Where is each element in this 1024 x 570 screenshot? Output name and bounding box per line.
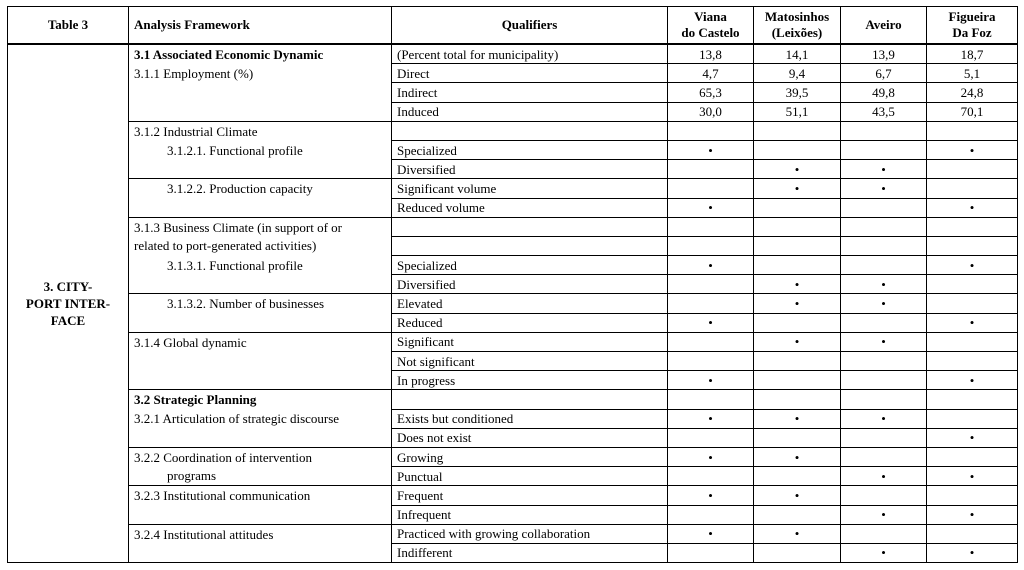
value-cell-aveiro: • [841, 467, 927, 486]
value-cell-figueira: • [927, 371, 1018, 390]
framework-cell: 3.1 Associated Economic Dynamic [129, 44, 392, 64]
table-row [8, 524, 1018, 543]
value-cell-viana [668, 352, 754, 371]
table-row [8, 313, 1018, 332]
value-cell-aveiro [841, 486, 927, 505]
value-cell-matosinhos: • [754, 275, 841, 294]
value-cell-figueira [927, 332, 1018, 351]
value-cell-viana: 65,3 [668, 83, 754, 102]
framework-cell [129, 543, 392, 562]
framework-cell: 3.1.2.2. Production capacity [129, 179, 392, 198]
value-cell-matosinhos: • [754, 179, 841, 198]
framework-cell: 3.2.1 Articulation of strategic discourse [129, 409, 392, 428]
framework-cell [129, 505, 392, 524]
framework-cell: 3.1.4 Global dynamic [129, 332, 392, 351]
header-qualifiers: Qualifiers [392, 7, 668, 45]
value-cell-matosinhos: 39,5 [754, 83, 841, 102]
value-cell-matosinhos: 14,1 [754, 44, 841, 64]
qualifier-cell: Specialized [392, 140, 668, 159]
value-cell-matosinhos: • [754, 332, 841, 351]
value-cell-figueira: 70,1 [927, 102, 1018, 121]
value-cell-viana: • [668, 524, 754, 543]
value-cell-matosinhos [754, 371, 841, 390]
value-cell-viana [668, 179, 754, 198]
value-cell-figueira [927, 524, 1018, 543]
value-cell-aveiro: • [841, 505, 927, 524]
value-cell-aveiro: 6,7 [841, 64, 927, 83]
value-cell-matosinhos [754, 352, 841, 371]
framework-cell [129, 275, 392, 294]
qualifier-cell: Growing [392, 447, 668, 466]
value-cell-aveiro: • [841, 160, 927, 179]
table-row [8, 217, 1018, 236]
value-cell-figueira [927, 352, 1018, 371]
framework-cell: 3.1.3 Business Climate (in support of or [129, 217, 392, 236]
value-cell-figueira: • [927, 543, 1018, 562]
value-cell-aveiro [841, 447, 927, 466]
framework-cell [129, 313, 392, 332]
qualifier-cell: Reduced [392, 313, 668, 332]
header-city-figueira: Figueira Da Foz [927, 7, 1018, 45]
value-cell-aveiro: • [841, 332, 927, 351]
value-cell-aveiro: • [841, 543, 927, 562]
value-cell-matosinhos [754, 121, 841, 140]
value-cell-figueira: • [927, 505, 1018, 524]
value-cell-viana: 13,8 [668, 44, 754, 64]
value-cell-viana: • [668, 447, 754, 466]
value-cell-matosinhos [754, 256, 841, 275]
value-cell-viana [668, 121, 754, 140]
framework-cell [129, 198, 392, 217]
framework-cell: 3.2.4 Institutional attitudes [129, 524, 392, 543]
value-cell-aveiro: 49,8 [841, 83, 927, 102]
framework-cell: 3.2.3 Institutional communication [129, 486, 392, 505]
table-row [8, 390, 1018, 409]
value-cell-aveiro: 13,9 [841, 44, 927, 64]
qualifier-cell: Indifferent [392, 543, 668, 562]
qualifier-cell: Significant [392, 332, 668, 351]
framework-cell [129, 160, 392, 179]
qualifier-cell: In progress [392, 371, 668, 390]
framework-cell: programs [129, 467, 392, 486]
value-cell-figueira [927, 217, 1018, 236]
value-cell-figueira [927, 275, 1018, 294]
analysis-table [7, 6, 1018, 563]
value-cell-matosinhos: • [754, 447, 841, 466]
table-row [8, 428, 1018, 447]
table-row [8, 505, 1018, 524]
table-row [8, 352, 1018, 371]
value-cell-viana [668, 467, 754, 486]
value-cell-aveiro [841, 140, 927, 159]
value-cell-figueira: 24,8 [927, 83, 1018, 102]
value-cell-aveiro: 43,5 [841, 102, 927, 121]
qualifier-cell: Infrequent [392, 505, 668, 524]
table-row [8, 275, 1018, 294]
framework-cell [129, 352, 392, 371]
framework-cell [129, 371, 392, 390]
table-row [8, 121, 1018, 140]
table-row [8, 332, 1018, 351]
value-cell-viana: • [668, 140, 754, 159]
table-row [8, 160, 1018, 179]
framework-cell [129, 83, 392, 102]
header-table-label: Table 3 [8, 7, 129, 45]
value-cell-matosinhos [754, 313, 841, 332]
value-cell-figueira [927, 390, 1018, 409]
qualifier-cell: Punctual [392, 467, 668, 486]
value-cell-viana [668, 390, 754, 409]
qualifier-cell: Direct [392, 64, 668, 83]
value-cell-figueira: • [927, 313, 1018, 332]
value-cell-figueira [927, 409, 1018, 428]
value-cell-aveiro [841, 198, 927, 217]
value-cell-viana [668, 236, 754, 255]
value-cell-viana: • [668, 198, 754, 217]
table-row [8, 371, 1018, 390]
value-cell-matosinhos [754, 505, 841, 524]
value-cell-figueira [927, 121, 1018, 140]
value-cell-figueira: • [927, 428, 1018, 447]
header-city-viana: Viana do Castelo [668, 7, 754, 45]
value-cell-viana [668, 428, 754, 447]
table-row [8, 467, 1018, 486]
qualifier-cell [392, 390, 668, 409]
value-cell-viana: • [668, 486, 754, 505]
qualifier-cell: Practiced with growing collaboration [392, 524, 668, 543]
table-row [8, 140, 1018, 159]
qualifier-cell: Frequent [392, 486, 668, 505]
value-cell-aveiro [841, 390, 927, 409]
value-cell-figueira [927, 236, 1018, 255]
qualifier-cell: Elevated [392, 294, 668, 313]
value-cell-viana [668, 505, 754, 524]
value-cell-matosinhos: • [754, 294, 841, 313]
qualifier-cell: Indirect [392, 83, 668, 102]
value-cell-viana: 4,7 [668, 64, 754, 83]
framework-cell: 3.1.1 Employment (%) [129, 64, 392, 83]
value-cell-matosinhos [754, 217, 841, 236]
table-row [8, 256, 1018, 275]
framework-cell: 3.1.3.2. Number of businesses [129, 294, 392, 313]
value-cell-matosinhos [754, 236, 841, 255]
value-cell-viana: • [668, 409, 754, 428]
value-cell-matosinhos: • [754, 160, 841, 179]
qualifier-cell: Not significant [392, 352, 668, 371]
header-city-matosinhos: Matosinhos (Leixões) [754, 7, 841, 45]
section-label: 3. CITY- PORT INTER- FACE [8, 44, 129, 563]
header-framework: Analysis Framework [129, 7, 392, 45]
value-cell-figueira: 5,1 [927, 64, 1018, 83]
framework-cell: 3.2 Strategic Planning [129, 390, 392, 409]
value-cell-viana: • [668, 256, 754, 275]
value-cell-figueira: • [927, 198, 1018, 217]
value-cell-matosinhos [754, 390, 841, 409]
table-row [8, 236, 1018, 255]
value-cell-matosinhos: • [754, 486, 841, 505]
value-cell-aveiro [841, 121, 927, 140]
qualifier-cell: Induced [392, 102, 668, 121]
table-row [8, 44, 1018, 64]
value-cell-figueira [927, 294, 1018, 313]
value-cell-figueira: 18,7 [927, 44, 1018, 64]
value-cell-figueira: • [927, 256, 1018, 275]
value-cell-matosinhos [754, 467, 841, 486]
value-cell-figueira: • [927, 467, 1018, 486]
table-row [8, 198, 1018, 217]
framework-cell: 3.1.2.1. Functional profile [129, 140, 392, 159]
value-cell-aveiro: • [841, 179, 927, 198]
value-cell-aveiro [841, 428, 927, 447]
table-row [8, 486, 1018, 505]
value-cell-figueira [927, 160, 1018, 179]
value-cell-matosinhos [754, 428, 841, 447]
value-cell-matosinhos: 9,4 [754, 64, 841, 83]
framework-cell: related to port-generated activities) [129, 236, 392, 255]
value-cell-aveiro: • [841, 409, 927, 428]
value-cell-figueira [927, 179, 1018, 198]
value-cell-aveiro [841, 371, 927, 390]
table-row [8, 543, 1018, 562]
value-cell-aveiro [841, 313, 927, 332]
value-cell-matosinhos [754, 543, 841, 562]
header-row [8, 7, 1018, 45]
qualifier-cell: Reduced volume [392, 198, 668, 217]
value-cell-figueira [927, 447, 1018, 466]
qualifier-cell: Diversified [392, 160, 668, 179]
value-cell-matosinhos: • [754, 524, 841, 543]
qualifier-cell [392, 236, 668, 255]
qualifier-cell: Diversified [392, 275, 668, 294]
value-cell-viana [668, 217, 754, 236]
value-cell-figueira [927, 486, 1018, 505]
qualifier-cell [392, 217, 668, 236]
qualifier-cell: Significant volume [392, 179, 668, 198]
value-cell-aveiro: • [841, 275, 927, 294]
value-cell-viana [668, 294, 754, 313]
framework-cell [129, 102, 392, 121]
table-row [8, 83, 1018, 102]
framework-cell: 3.1.2 Industrial Climate [129, 121, 392, 140]
value-cell-matosinhos [754, 140, 841, 159]
qualifier-cell: (Percent total for municipality) [392, 44, 668, 64]
value-cell-viana: • [668, 371, 754, 390]
table-row [8, 102, 1018, 121]
value-cell-viana: • [668, 313, 754, 332]
framework-cell: 3.2.2 Coordination of intervention [129, 447, 392, 466]
qualifier-cell: Does not exist [392, 428, 668, 447]
header-city-aveiro: Aveiro [841, 7, 927, 45]
value-cell-aveiro [841, 236, 927, 255]
table-row [8, 409, 1018, 428]
value-cell-figueira: • [927, 140, 1018, 159]
value-cell-matosinhos: • [754, 409, 841, 428]
qualifier-cell: Specialized [392, 256, 668, 275]
value-cell-aveiro [841, 524, 927, 543]
table-row [8, 64, 1018, 83]
table-row [8, 447, 1018, 466]
table-row [8, 179, 1018, 198]
value-cell-matosinhos: 51,1 [754, 102, 841, 121]
qualifier-cell [392, 121, 668, 140]
value-cell-viana [668, 543, 754, 562]
qualifier-cell: Exists but conditioned [392, 409, 668, 428]
table-row [8, 294, 1018, 313]
value-cell-viana [668, 160, 754, 179]
framework-cell: 3.1.3.1. Functional profile [129, 256, 392, 275]
value-cell-viana: 30,0 [668, 102, 754, 121]
value-cell-aveiro [841, 217, 927, 236]
framework-cell [129, 428, 392, 447]
value-cell-matosinhos [754, 198, 841, 217]
value-cell-viana [668, 332, 754, 351]
value-cell-aveiro [841, 256, 927, 275]
value-cell-aveiro: • [841, 294, 927, 313]
value-cell-aveiro [841, 352, 927, 371]
value-cell-viana [668, 275, 754, 294]
